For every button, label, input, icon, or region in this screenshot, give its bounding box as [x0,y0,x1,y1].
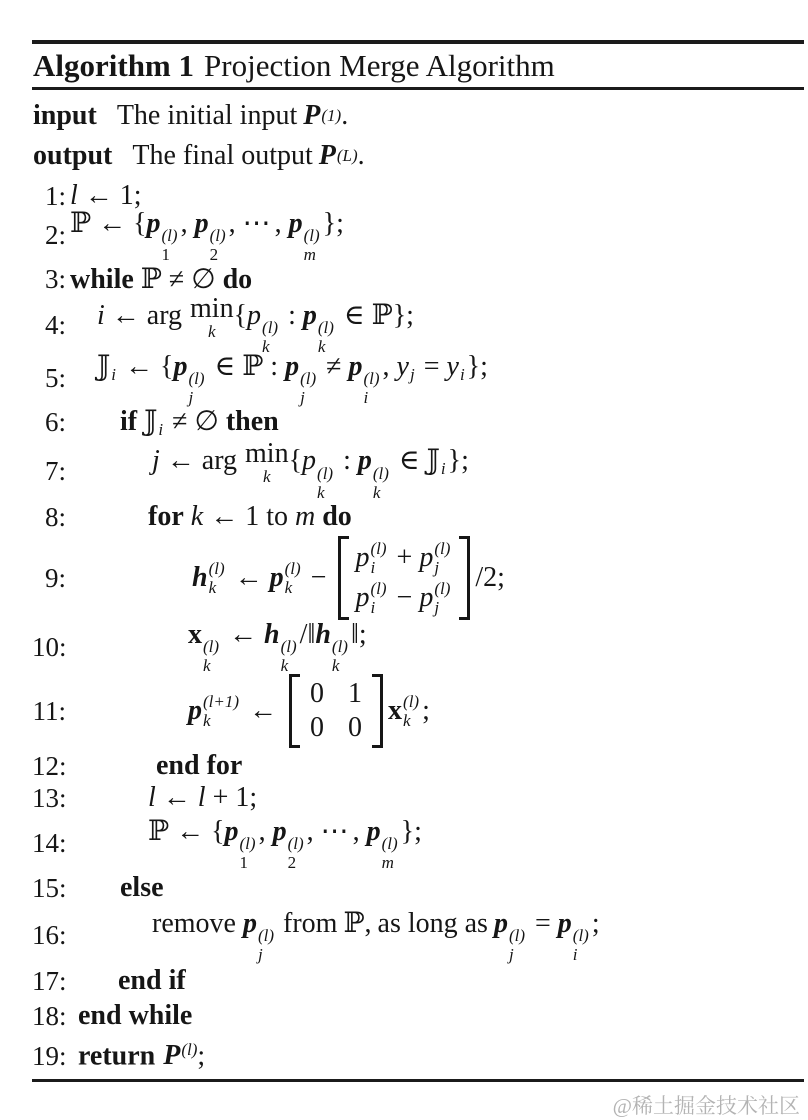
value-1: 1 [245,501,260,532]
brace-close: }; [322,207,344,239]
sub-j: j [409,364,415,384]
keyword-if: if [120,405,138,437]
var-p: p [194,207,209,239]
set-J-blackboard: 𝕁 [97,350,111,382]
assign-arrow: ← [234,562,263,593]
minus: − [396,582,413,614]
comma: , [382,350,390,382]
matrix-2x2 [289,674,383,748]
supsub: (l) i [572,926,589,965]
supsub: (l) k [317,463,334,502]
assign-arrow: ← [98,207,127,239]
brace-close: }; [400,815,422,847]
statement [188,619,367,675]
line-number: 9: [44,562,66,593]
algo-line-5 [0,350,808,408]
var-h-bold: h [264,618,280,650]
algo-line-11 [0,671,808,751]
line-number: 1: [44,180,66,211]
matrix-cell: 0 [348,712,363,743]
supsub: (l) k [262,318,279,357]
line-number: 7: [44,455,66,486]
algo-line-19 [0,1035,808,1077]
algo-line-15 [0,871,808,905]
var-p-bold: p [285,350,300,382]
equals: = [535,907,551,939]
var-p: p [146,207,161,239]
brace-open: { [288,445,303,477]
not-equal: ≠ [172,405,188,437]
var-p: p [272,815,287,847]
brace-close: }; [447,445,469,477]
algo-line-16 [0,905,808,965]
arg-text: arg [201,445,238,477]
var-p: p [366,815,381,847]
statement [97,349,488,407]
element-of: ∈ [214,350,236,382]
var-p-bold: p [348,350,363,382]
keyword-return: return [78,1040,156,1072]
comma: , [180,207,188,239]
var-y: y [446,350,459,382]
statement [120,872,164,904]
statement [192,536,505,620]
var-h-bold: h [315,618,331,650]
algorithm-name: Projection Merge Algorithm [204,47,555,83]
value-1: 1; [235,782,258,813]
var-p-bold: p [357,445,372,477]
supsub: (l) j [434,538,451,577]
brace-close: }; [392,299,414,331]
set-P-blackboard: ℙ [371,299,393,331]
var-p-bold: p [493,907,508,939]
cdots: ⋯ [242,207,271,239]
algo-line-4 [0,292,808,357]
sub-i: i [111,364,116,384]
brace-open: { [211,815,225,847]
supsub: (l) k [331,637,348,676]
algo-line-3 [0,260,808,298]
supsub: (l) 2 [287,834,304,873]
keyword-while: while [70,264,134,295]
line-number: 19: [32,1040,67,1071]
comma: , [258,815,266,847]
keyword-then: then [225,405,279,437]
comma: , [306,815,314,847]
line-number: 6: [44,406,66,437]
set-J-blackboard: 𝕁 [426,445,440,477]
var-p: p [355,582,370,614]
line-number: 2: [44,219,66,250]
semicolon: ; [197,1040,206,1072]
not-equal: ≠ [168,264,185,295]
line-number: 17: [32,965,67,996]
var-l: l [197,782,206,813]
var-x-bold: x [388,695,403,726]
var-p-bold: p [242,907,257,939]
var-y: y [396,350,409,382]
semicolon: ; [591,907,600,939]
bracket-left [338,536,349,620]
element-of: ∈ [343,299,365,331]
norm-open: ‖ [307,618,316,650]
var-p: p [224,815,239,847]
set-P-blackboard: ℙ [242,350,264,382]
vector-row-1 [355,539,453,577]
statement [78,1000,192,1032]
var-P-bold: P [163,1040,181,1072]
line-number: 4: [44,310,66,340]
statement [188,674,430,748]
from-text: from [283,907,338,939]
vector-row-2 [355,579,453,617]
sup-l: (l) [181,1039,198,1059]
as-long-as-text: as long as [377,907,488,939]
algo-line-17 [0,965,808,997]
line-number: 11: [32,695,66,726]
supsub: (l) j [300,369,317,408]
sup-L: (L) [336,146,358,165]
supsub: (l) j [257,926,275,965]
supsub: (l) k [280,637,297,676]
brace-open: { [159,350,174,382]
keyword-end-while: end while [78,1000,193,1031]
input-keyword: input [33,100,97,131]
assign-arrow: ← [124,350,153,382]
matrix-cell: 0 [310,712,325,743]
var-P: P [303,100,321,131]
supsub: (l) i [363,369,380,408]
brace-open: { [133,207,147,239]
algo-line-2 [0,207,808,265]
var-k: k [190,501,204,532]
arg-text: arg [146,299,183,331]
sub-i: i [459,364,465,384]
norm-close: ‖; [350,618,367,650]
supsub: (l) k [372,463,389,502]
empty-set: ∅ [194,405,219,437]
keyword-for: for [148,501,184,532]
var-p: p [247,299,262,331]
set-P-blackboard: ℙ [148,815,170,847]
comma: , [274,207,282,239]
not-equal: ≠ [326,350,342,382]
watermark: @稀土掘金技术社区 [612,1094,800,1118]
supsub: (l) k [203,637,220,676]
comma: , [228,207,236,239]
assign-arrow: ← [176,815,205,847]
algorithm-body [0,182,808,1077]
var-x-bold: x [188,618,202,650]
line-number: 16: [32,919,67,950]
period: . [357,140,365,171]
keyword-do: do [222,264,253,295]
to-text: to [266,501,288,532]
statement [152,906,600,964]
supsub: (l) 2 [209,226,226,265]
algo-line-12 [0,751,808,781]
var-i: i [97,299,105,331]
set-P-blackboard: ℙ [140,264,162,295]
supsub: (l) k [317,318,334,357]
output-text: The final output [132,140,313,171]
set-P-blackboard: ℙ, [343,907,372,939]
algo-line-8 [0,501,808,533]
supsub: (l) j [188,369,205,408]
supsub: (l) 1 [161,226,178,265]
supsub: (l) i [370,538,387,577]
divide-by-2: /2; [475,562,505,593]
min-over-k: min k [190,292,234,341]
period: . [341,100,349,131]
supsub: (l) j [434,579,451,618]
algo-line-18 [0,997,808,1035]
matrix-cell: 0 [310,678,325,709]
assign-arrow: ← [249,695,278,726]
set-J-blackboard: 𝕁 [144,405,158,437]
var-p: p [355,541,370,573]
line-number: 14: [32,827,67,858]
element-of: ∈ [398,445,420,477]
algo-line-10 [0,618,808,676]
bottom-rule [32,1079,804,1082]
line-number: 10: [32,631,67,662]
assign-arrow: ← [210,501,239,532]
var-p-bold: p [557,907,572,939]
comma: , [352,815,360,847]
sub-i: i [440,459,446,479]
line-number: 3: [44,263,66,294]
keyword-end-for: end for [156,750,243,781]
statement [148,782,257,814]
supsub: (l) i [370,579,387,618]
keyword-else: else [120,872,164,903]
statement [148,501,352,533]
algo-line-9 [0,533,808,623]
output-keyword: output [33,140,113,171]
statement [70,262,252,296]
semicolon: ; [422,695,430,726]
statement [118,965,186,997]
statement [70,206,344,264]
algorithm-title [0,44,808,87]
var-p: p [419,541,434,573]
statement [152,440,469,501]
matrix-cell: 1 [348,678,363,709]
slash: / [299,618,308,650]
minus: − [310,562,327,593]
supsub: (l) 1 [239,834,256,873]
input-text: The initial input [116,100,298,131]
brace-close: }; [466,350,488,382]
set-P-blackboard: ℙ [70,207,92,239]
bracket-right [372,674,383,748]
line-number: 18: [32,1000,67,1031]
assign-arrow: ← [111,299,140,331]
statement [78,1040,205,1072]
plus: + [396,541,413,573]
var-p: p [288,207,303,239]
supsub: (l) m [381,834,398,873]
sub-i: i [158,420,164,440]
title-rule [32,87,804,90]
colon: : [270,350,279,382]
input-line [0,96,808,136]
statement [97,292,414,357]
bracket-left [289,674,300,748]
var-j: j [152,445,160,477]
var-P: P [318,140,336,171]
algo-line-6 [0,403,808,441]
assign-arrow: ← [166,445,195,477]
value-1: 1; [119,180,142,211]
column-vector [338,536,470,620]
line-number: 15: [32,872,67,903]
output-line [0,136,808,176]
assign-arrow: ← [84,180,113,211]
algo-line-13 [0,781,808,815]
plus: + [212,782,229,813]
remove-text: remove [152,907,236,939]
empty-set: ∅ [191,264,216,295]
assign-arrow: ← [229,618,258,650]
min-over-k: min k [245,438,289,487]
brace-open: { [233,299,248,331]
algo-line-14 [0,815,808,871]
line-number: 13: [32,782,67,813]
line-number: 5: [44,362,66,393]
keyword-do: do [322,501,352,532]
var-p-bold: p [173,350,188,382]
supsub: (l) m [303,226,320,265]
algo-line-7 [0,438,808,502]
var-p: p [302,445,317,477]
assign-arrow: ← [162,782,191,813]
var-p-bold: p [302,299,317,331]
keyword-end-if: end if [118,965,186,996]
equals: = [423,350,440,382]
cdots: ⋯ [320,815,349,847]
supsub: (l) k [208,558,225,597]
supsub: (l) j [508,926,525,965]
bracket-right [459,536,470,620]
sup-1: (1) [321,106,342,125]
var-p-bold: p [269,562,284,593]
var-p: p [419,582,434,614]
var-l: l [148,782,156,813]
algorithm-label: Algorithm 1 [33,47,195,83]
var-h-bold: h [192,562,208,593]
supsub: (l) k [403,691,420,730]
colon: : [343,445,351,477]
line-number: 12: [32,750,67,781]
var-m: m [294,501,316,532]
statement [156,750,242,782]
supsub: (l) k [284,558,301,597]
statement [148,814,422,872]
var-l: l [70,180,78,211]
colon: : [288,299,296,331]
var-p-bold: p [188,695,202,726]
statement [120,404,279,440]
line-number: 8: [44,501,66,532]
supsub: (l+1) k [203,691,240,730]
